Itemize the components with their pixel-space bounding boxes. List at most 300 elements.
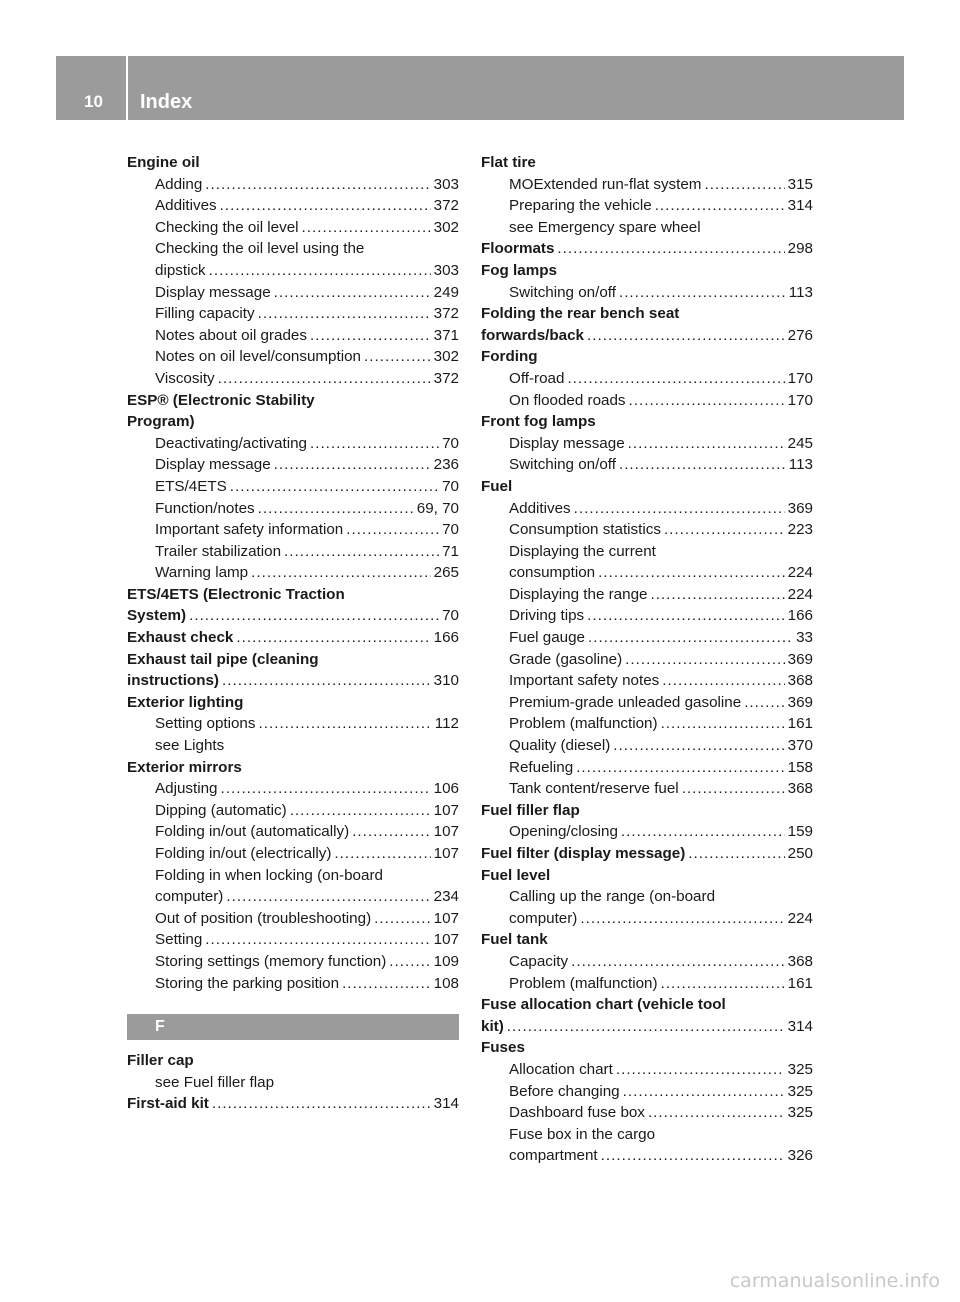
index-entry-page[interactable]: 106 — [433, 780, 459, 798]
index-entry-page[interactable]: 70 — [442, 521, 459, 539]
index-entry — [481, 217, 813, 239]
dot-leader — [619, 282, 786, 304]
index-entry-text: Allocation chart — [509, 1060, 613, 1078]
index-entry-text: Problem (malfunction) — [509, 715, 658, 733]
index-entry-page[interactable]: 224 — [787, 585, 813, 603]
index-entry-text: Engine oil — [127, 154, 200, 171]
index-entry-page[interactable]: 234 — [433, 888, 459, 906]
index-entry — [127, 929, 459, 951]
dot-leader — [587, 325, 785, 347]
index-entry — [481, 174, 813, 196]
index-entry-text: Deactivating/activating — [155, 434, 307, 452]
index-entry — [481, 1145, 813, 1167]
dot-leader — [619, 454, 786, 476]
dot-leader — [346, 519, 439, 541]
index-entry-text: Exterior mirrors — [127, 758, 242, 776]
dot-leader — [587, 605, 785, 627]
index-entry-text: Adjusting — [155, 780, 218, 798]
index-entry — [481, 670, 813, 692]
index-entry — [127, 195, 459, 217]
dot-leader — [209, 260, 431, 282]
index-entry — [481, 325, 813, 347]
index-entry — [127, 627, 459, 649]
index-entry — [481, 757, 813, 779]
index-entry-text: Exterior lighting — [127, 693, 244, 711]
index-entry-text: Important safety information — [155, 521, 344, 539]
index-entry-page[interactable]: 161 — [787, 974, 813, 992]
index-entry-text: Dipping (automatic) — [155, 801, 287, 819]
dot-leader — [310, 433, 439, 455]
index-entry-page[interactable]: 302 — [433, 218, 459, 236]
dot-leader — [334, 843, 430, 865]
index-entry-page[interactable]: 315 — [787, 175, 813, 193]
index-entry-page[interactable]: 166 — [787, 607, 813, 625]
index-entry-page[interactable]: 265 — [433, 564, 459, 582]
index-entry-page[interactable]: 113 — [788, 456, 813, 474]
index-entry-text: Folding in/out (automatically) — [155, 823, 350, 841]
index-entry-text: Additives — [509, 499, 571, 517]
index-entry-page[interactable]: 372 — [433, 305, 459, 323]
index-entry — [481, 821, 813, 843]
index-entry-page[interactable]: 166 — [433, 629, 459, 647]
index-entry-page[interactable]: 372 — [433, 369, 459, 387]
dot-leader — [576, 757, 784, 779]
page-number: 10 — [84, 92, 103, 111]
index-entry — [127, 800, 459, 822]
index-entry-text: Notes on oil level/consumption — [155, 348, 361, 366]
index-entry — [127, 1072, 459, 1094]
index-entry — [127, 519, 459, 541]
index-entry — [127, 433, 459, 455]
index-entry-page[interactable]: 107 — [433, 909, 459, 927]
dot-leader — [613, 735, 784, 757]
index-entry — [481, 649, 813, 671]
index-entry — [481, 346, 813, 368]
index-entry-page[interactable]: 326 — [787, 1147, 813, 1165]
index-entry — [481, 498, 813, 520]
index-entry-page[interactable]: 70 — [442, 434, 459, 452]
index-entry — [481, 1102, 813, 1124]
index-entry-page[interactable]: 170 — [787, 369, 813, 387]
index-entry-page[interactable]: 158 — [787, 758, 813, 776]
index-entry — [481, 865, 813, 887]
index-entry-text: Tank content/reserve fuel — [509, 780, 679, 798]
dot-leader — [251, 562, 431, 584]
index-entry-text: Calling up the range (on-board — [509, 888, 716, 906]
index-entry — [127, 649, 459, 671]
index-entry-text: Problem (malfunction) — [509, 974, 658, 992]
index-entry-page[interactable]: 369 — [787, 650, 813, 668]
index-entry — [127, 778, 459, 800]
dot-leader — [374, 908, 431, 930]
index-entry-page[interactable]: 70 — [442, 607, 459, 625]
index-entry-page[interactable]: 224 — [787, 909, 813, 927]
dot-leader — [274, 282, 431, 304]
index-entry-text: Important safety notes — [509, 672, 660, 690]
index-entry — [127, 303, 459, 325]
dot-leader — [258, 303, 431, 325]
index-entry — [481, 627, 813, 649]
dot-leader — [625, 649, 785, 671]
index-entry — [481, 973, 813, 995]
index-entry — [127, 843, 459, 865]
index-entry — [127, 411, 459, 433]
index-entry-page[interactable]: 69, 70 — [416, 499, 459, 517]
index-entry — [481, 260, 813, 282]
dot-leader — [220, 195, 431, 217]
index-entry — [127, 174, 459, 196]
dot-leader — [567, 368, 784, 390]
section-heading-f: F — [127, 1014, 459, 1040]
index-entry-page[interactable]: 303 — [433, 175, 459, 193]
index-entry-text: see Emergency spare wheel — [509, 218, 701, 236]
index-column-right — [481, 152, 813, 1167]
index-entry-text: Display message — [509, 434, 625, 452]
index-entry-text: Grade (gasoline) — [509, 650, 623, 668]
index-entry — [481, 1016, 813, 1038]
index-entry-text: Displaying the current — [509, 542, 656, 560]
index-entry-page[interactable]: 108 — [433, 974, 459, 992]
index-entry-page[interactable]: 109 — [433, 952, 459, 970]
index-entry-page[interactable]: 161 — [787, 715, 813, 733]
dot-leader — [648, 1102, 785, 1124]
index-entry-page[interactable]: 113 — [788, 283, 813, 301]
dot-leader — [704, 174, 784, 196]
dot-leader — [258, 713, 431, 735]
index-entry-text: Exhaust check — [127, 629, 234, 647]
dot-leader — [557, 238, 784, 260]
index-entry-text: Fuel gauge — [509, 629, 585, 647]
index-entry-text: System) — [127, 607, 187, 625]
index-entry-page[interactable]: 33 — [796, 629, 813, 647]
dot-leader — [650, 584, 784, 606]
index-entry-text: Folding in when locking (on-board — [155, 866, 383, 884]
index-entry-text: Front fog lamps — [481, 413, 596, 431]
index-entry — [481, 692, 813, 714]
index-entry — [481, 929, 813, 951]
dot-leader — [629, 390, 785, 412]
dot-leader — [655, 195, 785, 217]
index-entry-text: ETS/4ETS — [155, 477, 227, 495]
index-entry-page[interactable]: 250 — [787, 845, 813, 862]
dot-leader — [621, 821, 785, 843]
index-entry-text: Setting options — [155, 715, 256, 733]
index-entry-text: Before changing — [509, 1082, 620, 1100]
dot-leader — [189, 605, 439, 627]
dot-leader — [744, 692, 784, 714]
dot-leader — [284, 541, 439, 563]
index-entry — [481, 605, 813, 627]
index-entry — [127, 260, 459, 282]
index-entry-text: see Fuel filler flap — [155, 1073, 275, 1091]
index-entry-page[interactable]: 368 — [787, 952, 813, 970]
index-entry — [481, 1124, 813, 1146]
dot-leader — [616, 1059, 785, 1081]
index-entry — [127, 757, 459, 779]
index-entry — [481, 541, 813, 563]
index-entry-page[interactable]: 368 — [787, 780, 813, 798]
index-entry — [481, 411, 813, 433]
index-entry — [481, 476, 813, 498]
index-entry-text: Refueling — [509, 758, 574, 776]
index-entry — [481, 778, 813, 800]
index-entry — [127, 217, 459, 239]
dot-leader — [389, 951, 430, 973]
index-entry-page[interactable]: 223 — [787, 521, 813, 539]
index-entry — [481, 886, 813, 908]
index-entry-page[interactable]: 245 — [787, 434, 813, 452]
index-entry-text: Opening/closing — [509, 823, 618, 841]
index-entry-text: Out of position (troubleshooting) — [155, 909, 372, 927]
index-entry — [127, 692, 459, 714]
index-entry — [127, 454, 459, 476]
index-entry-page[interactable]: 369 — [787, 499, 813, 517]
index-entry-text: Flat tire — [481, 154, 536, 171]
index-entry — [127, 152, 459, 174]
index-entry — [127, 390, 459, 412]
index-entry-text: Checking the oil level — [155, 218, 299, 236]
index-entry-page[interactable]: 368 — [787, 672, 813, 690]
index-entry-text: Displaying the range — [509, 585, 648, 603]
index-entry-page[interactable]: 303 — [433, 261, 459, 279]
index-entry — [127, 951, 459, 973]
dot-leader — [364, 346, 431, 368]
index-entry-page[interactable]: 310 — [433, 672, 459, 690]
index-entry-text: Fuel level — [481, 866, 551, 884]
index-entry-page[interactable]: 372 — [433, 197, 459, 215]
index-entry-text: Notes about oil grades — [155, 326, 307, 344]
index-entry — [127, 973, 459, 995]
index-entry — [127, 584, 459, 606]
index-entry-text: Display message — [155, 283, 271, 301]
index-entry — [481, 994, 813, 1016]
index-entry-text: Preparing the vehicle — [509, 197, 652, 215]
index-entry — [127, 476, 459, 498]
index-entry — [127, 368, 459, 390]
dot-leader — [342, 973, 431, 995]
dot-leader — [205, 929, 430, 951]
index-entry-text: Capacity — [509, 952, 569, 970]
index-entry-page[interactable]: 159 — [787, 823, 813, 841]
index-entry — [481, 562, 813, 584]
index-entry — [481, 800, 813, 822]
dot-leader — [628, 433, 785, 455]
dot-leader — [290, 800, 431, 822]
index-entry — [481, 282, 813, 304]
index-entry-text: Folding in/out (electrically) — [155, 845, 332, 862]
index-entry — [127, 886, 459, 908]
index-entry-text: Switching on/off — [509, 456, 616, 474]
dot-leader — [662, 670, 784, 692]
index-entry — [481, 1059, 813, 1081]
dot-leader — [352, 821, 431, 843]
index-entry-text: MOExtended run-flat system — [509, 175, 702, 193]
index-entry — [127, 562, 459, 584]
index-entry-text: Fuel tank — [481, 931, 548, 949]
index-entry-text: Floormats — [481, 240, 555, 258]
index-entry — [481, 195, 813, 217]
index-entry-text: Dashboard fuse box — [509, 1104, 645, 1122]
index-entry-text: Fuel filter (display message) — [481, 845, 686, 862]
index-entry-text: see Lights — [155, 737, 225, 755]
index-entry-text: Program) — [127, 413, 195, 431]
dot-leader — [220, 778, 430, 800]
index-entry — [481, 390, 813, 412]
index-entry-text: Consumption statistics — [509, 521, 661, 539]
index-entry-text: Viscosity — [155, 369, 215, 387]
dot-leader — [236, 627, 430, 649]
index-entry — [481, 951, 813, 973]
index-entry-page[interactable]: 276 — [787, 326, 813, 344]
dot-leader — [218, 368, 431, 390]
index-entry-text: Warning lamp — [155, 564, 249, 582]
index-entry-page[interactable]: 170 — [787, 391, 813, 409]
dot-leader — [507, 1016, 785, 1038]
index-entry-text: forwards/back — [481, 326, 584, 344]
index-entry-page[interactable]: 325 — [787, 1082, 813, 1100]
index-entry-page[interactable]: 325 — [787, 1104, 813, 1122]
dot-leader — [212, 1093, 431, 1115]
index-entry — [127, 605, 459, 627]
index-entry-page[interactable]: 298 — [787, 240, 813, 258]
index-entry-text: Fog lamps — [481, 261, 557, 279]
index-entry-text: Display message — [155, 456, 271, 474]
index-entry-text: Storing settings (memory function) — [155, 952, 387, 970]
index-entry — [127, 735, 459, 757]
index-entry-text: kit) — [481, 1017, 504, 1035]
dot-leader — [661, 713, 785, 735]
index-entry — [481, 519, 813, 541]
index-entry — [481, 238, 813, 260]
page-header — [56, 56, 904, 120]
dot-leader — [310, 325, 431, 347]
index-entry — [481, 433, 813, 455]
dot-leader — [571, 951, 785, 973]
index-entry — [481, 1081, 813, 1103]
index-entry-text: instructions) — [127, 672, 219, 690]
dot-leader — [601, 1145, 785, 1167]
index-entry-text: Filling capacity — [155, 305, 255, 323]
index-entry-text: compartment — [509, 1147, 598, 1165]
index-entry-page[interactable]: 325 — [787, 1060, 813, 1078]
dot-leader — [222, 670, 431, 692]
index-entry-text: dipstick — [155, 261, 206, 279]
index-list-f — [127, 1050, 459, 1115]
index-entry-text: Fording — [481, 348, 538, 366]
index-entry-page[interactable]: 249 — [433, 283, 459, 301]
index-entry-text: Filler cap — [127, 1052, 194, 1070]
index-entry — [481, 843, 813, 865]
index-entry-page[interactable]: 370 — [787, 737, 813, 755]
index-entry-text: Premium-grade unleaded gasoline — [509, 693, 742, 711]
index-entry-text: Additives — [155, 197, 217, 215]
index-entry-text: Quality (diesel) — [509, 737, 611, 755]
index-entry-text: Switching on/off — [509, 283, 616, 301]
index-entry-text: Folding the rear bench seat — [481, 305, 680, 323]
index-entry-text: computer) — [155, 888, 224, 906]
index-entry-page[interactable]: 107 — [433, 845, 459, 862]
dot-leader — [258, 498, 414, 520]
index-entry — [127, 908, 459, 930]
index-column-left — [127, 152, 459, 1115]
index-entry — [481, 454, 813, 476]
index-entry-page[interactable]: 314 — [787, 197, 813, 215]
index-entry-page[interactable]: 224 — [787, 564, 813, 582]
index-entry-text: Setting — [155, 931, 203, 949]
index-entry-page[interactable]: 70 — [442, 477, 459, 495]
index-entry-text: Driving tips — [509, 607, 585, 625]
index-entry-text: Exhaust tail pipe (cleaning — [127, 650, 319, 668]
page-title: Index — [140, 91, 193, 113]
dot-leader — [574, 498, 785, 520]
dot-leader — [302, 217, 431, 239]
index-list-e — [127, 152, 459, 994]
index-entry-text: First-aid kit — [127, 1095, 209, 1113]
index-entry-text: ETS/4ETS (Electronic Traction — [127, 585, 345, 603]
index-entry-text: Fuses — [481, 1039, 525, 1057]
dot-leader — [588, 627, 793, 649]
index-entry-page[interactable]: 369 — [787, 693, 813, 711]
index-entry-page[interactable]: 107 — [433, 801, 459, 819]
index-entry — [481, 152, 813, 174]
index-entry — [481, 735, 813, 757]
index-entry — [127, 670, 459, 692]
dot-leader — [682, 778, 785, 800]
index-entry — [127, 1093, 459, 1115]
dot-leader — [688, 843, 784, 865]
watermark: carmanualsonline.info — [729, 1270, 940, 1292]
index-entry-page[interactable]: 71 — [442, 542, 459, 560]
index-entry-page[interactable]: 371 — [433, 326, 459, 344]
index-entry — [481, 303, 813, 325]
index-entry — [127, 821, 459, 843]
index-entry — [481, 908, 813, 930]
index-entry-page[interactable]: 107 — [433, 931, 459, 949]
index-entry — [127, 865, 459, 887]
index-entry — [481, 1037, 813, 1059]
dot-leader — [226, 886, 430, 908]
index-entry — [481, 584, 813, 606]
index-entry-text: Trailer stabilization — [155, 542, 282, 560]
index-entry-page[interactable]: 302 — [433, 348, 459, 366]
index-entry-text: On flooded roads — [509, 391, 626, 409]
index-entry-text: Fuse box in the cargo — [509, 1125, 656, 1143]
index-entry-text: Off-road — [509, 369, 565, 387]
dot-leader — [580, 908, 784, 930]
index-entry — [127, 325, 459, 347]
index-entry — [127, 238, 459, 260]
index-entry-text: computer) — [509, 909, 578, 927]
index-entry-page[interactable]: 112 — [434, 715, 459, 733]
dot-leader — [274, 454, 431, 476]
index-entry-text: Fuel — [481, 477, 513, 495]
index-entry-page[interactable]: 236 — [433, 456, 459, 474]
index-entry-page[interactable]: 314 — [787, 1017, 813, 1035]
index-entry-text: Fuel filler flap — [481, 801, 580, 819]
index-entry — [127, 713, 459, 735]
index-entry-page[interactable]: 314 — [433, 1095, 459, 1113]
index-entry-text: Storing the parking position — [155, 974, 340, 992]
index-entry-text: Checking the oil level using the — [155, 240, 365, 258]
dot-leader — [623, 1081, 785, 1103]
index-entry — [481, 713, 813, 735]
index-entry-text: Function/notes — [155, 499, 255, 517]
index-entry-page[interactable]: 107 — [433, 823, 459, 841]
index-entry-text: consumption — [509, 564, 596, 582]
index-entry — [127, 282, 459, 304]
index-entry — [127, 498, 459, 520]
dot-leader — [598, 562, 785, 584]
